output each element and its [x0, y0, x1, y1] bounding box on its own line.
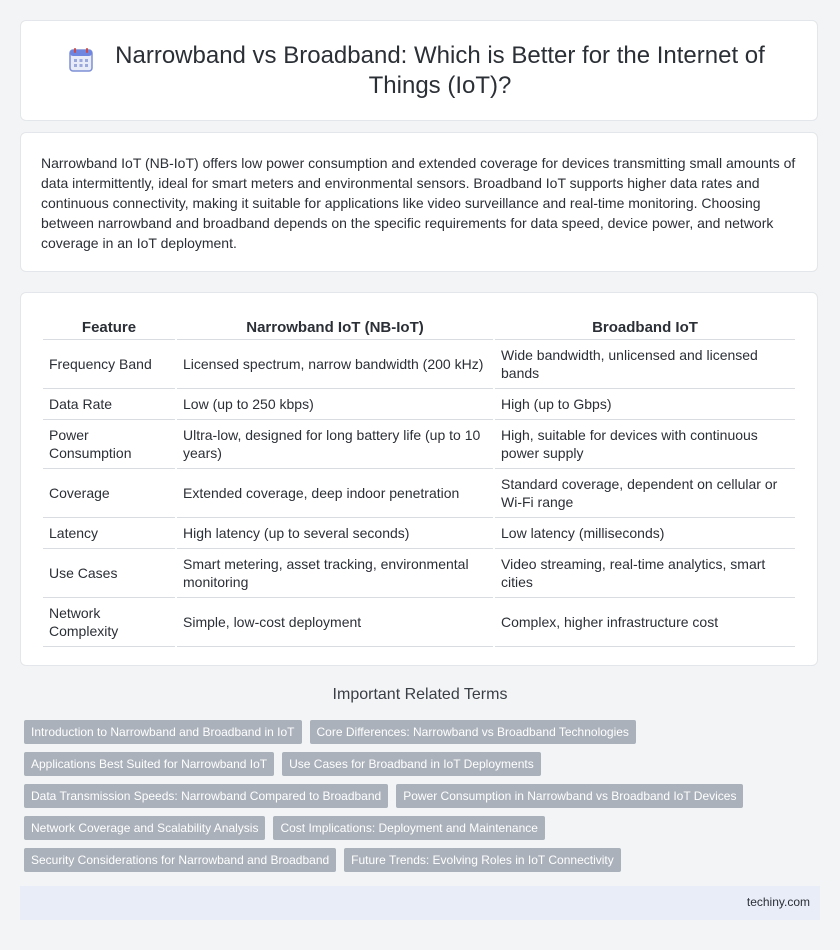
- broadband-cell: Video streaming, real-time analytics, smart cities: [495, 549, 795, 598]
- broadband-cell: High (up to Gbps): [495, 389, 795, 420]
- table-row: [43, 518, 795, 549]
- broadband-cell: Low latency (milliseconds): [495, 518, 795, 549]
- narrowband-cell: Smart metering, asset tracking, environmental monitoring: [177, 549, 493, 598]
- related-term-link[interactable]: Network Coverage and Scalability Analysis: [24, 816, 265, 840]
- table-row: [43, 549, 795, 598]
- table-row: [43, 340, 795, 389]
- table-header-row: [43, 313, 795, 340]
- calendar-icon: [68, 47, 94, 73]
- related-term-link[interactable]: Power Consumption in Narrowband vs Broadband IoT Devices: [396, 784, 743, 808]
- intro-paragraph: Narrowband IoT (NB-IoT) offers low power consumption and extended coverage for devices transmitting small amounts of data intermittently, ideal for smart meters and environmental sensors. Broadband IoT supports higher data rates and continuous connectivity, making it suitable for applications like video surveillance and real-time monitoring. Choosing between narrowband and broadband depends on the specific requirements for data speed, device power, and network coverage in an IoT deployment.: [41, 155, 796, 251]
- column-header: Narrowband IoT (NB-IoT): [177, 313, 493, 340]
- broadband-cell: Wide bandwidth, unlicensed and licensed bands: [495, 340, 795, 389]
- broadband-cell: Standard coverage, dependent on cellular or Wi-Fi range: [495, 469, 795, 518]
- related-term-link[interactable]: Security Considerations for Narrowband and Broadband: [24, 848, 336, 872]
- title-card: [20, 20, 818, 121]
- related-terms-heading: Important Related Terms: [332, 686, 508, 703]
- table-row: [43, 389, 795, 420]
- feature-cell: Network Complexity: [43, 598, 175, 647]
- related-term-link[interactable]: Introduction to Narrowband and Broadband in IoT: [24, 720, 302, 744]
- column-header: Feature: [43, 313, 175, 340]
- intro-card: [20, 132, 818, 272]
- page-title: Narrowband vs Broadband: Which is Better for the Internet of Things (IoT)?: [115, 41, 765, 99]
- feature-cell: Frequency Band: [43, 340, 175, 389]
- related-terms-list: [24, 720, 824, 880]
- comparison-table: [41, 313, 797, 647]
- feature-cell: Data Rate: [43, 389, 175, 420]
- narrowband-cell: High latency (up to several seconds): [177, 518, 493, 549]
- narrowband-cell: Simple, low-cost deployment: [177, 598, 493, 647]
- related-term-link[interactable]: Use Cases for Broadband in IoT Deployments: [282, 752, 541, 776]
- feature-cell: Power Consumption: [43, 420, 175, 469]
- footer-brand[interactable]: techiny.com: [746, 895, 810, 909]
- footer: [20, 886, 820, 920]
- narrowband-cell: Low (up to 250 kbps): [177, 389, 493, 420]
- table-row: [43, 420, 795, 469]
- column-header: Broadband IoT: [495, 313, 795, 340]
- related-term-link[interactable]: Applications Best Suited for Narrowband IoT: [24, 752, 274, 776]
- narrowband-cell: Extended coverage, deep indoor penetration: [177, 469, 493, 518]
- narrowband-cell: Licensed spectrum, narrow bandwidth (200 kHz): [177, 340, 493, 389]
- feature-cell: Latency: [43, 518, 175, 549]
- broadband-cell: High, suitable for devices with continuous power supply: [495, 420, 795, 469]
- related-term-link[interactable]: Core Differences: Narrowband vs Broadband Technologies: [310, 720, 636, 744]
- narrowband-cell: Ultra-low, designed for long battery life (up to 10 years): [177, 420, 493, 469]
- related-term-link[interactable]: Data Transmission Speeds: Narrowband Compared to Broadband: [24, 784, 388, 808]
- table-row: [43, 469, 795, 518]
- broadband-cell: Complex, higher infrastructure cost: [495, 598, 795, 647]
- feature-cell: Use Cases: [43, 549, 175, 598]
- feature-cell: Coverage: [43, 469, 175, 518]
- table-row: [43, 598, 795, 647]
- comparison-card: [20, 292, 818, 666]
- related-term-link[interactable]: Cost Implications: Deployment and Maintenance: [273, 816, 544, 840]
- related-term-link[interactable]: Future Trends: Evolving Roles in IoT Connectivity: [344, 848, 621, 872]
